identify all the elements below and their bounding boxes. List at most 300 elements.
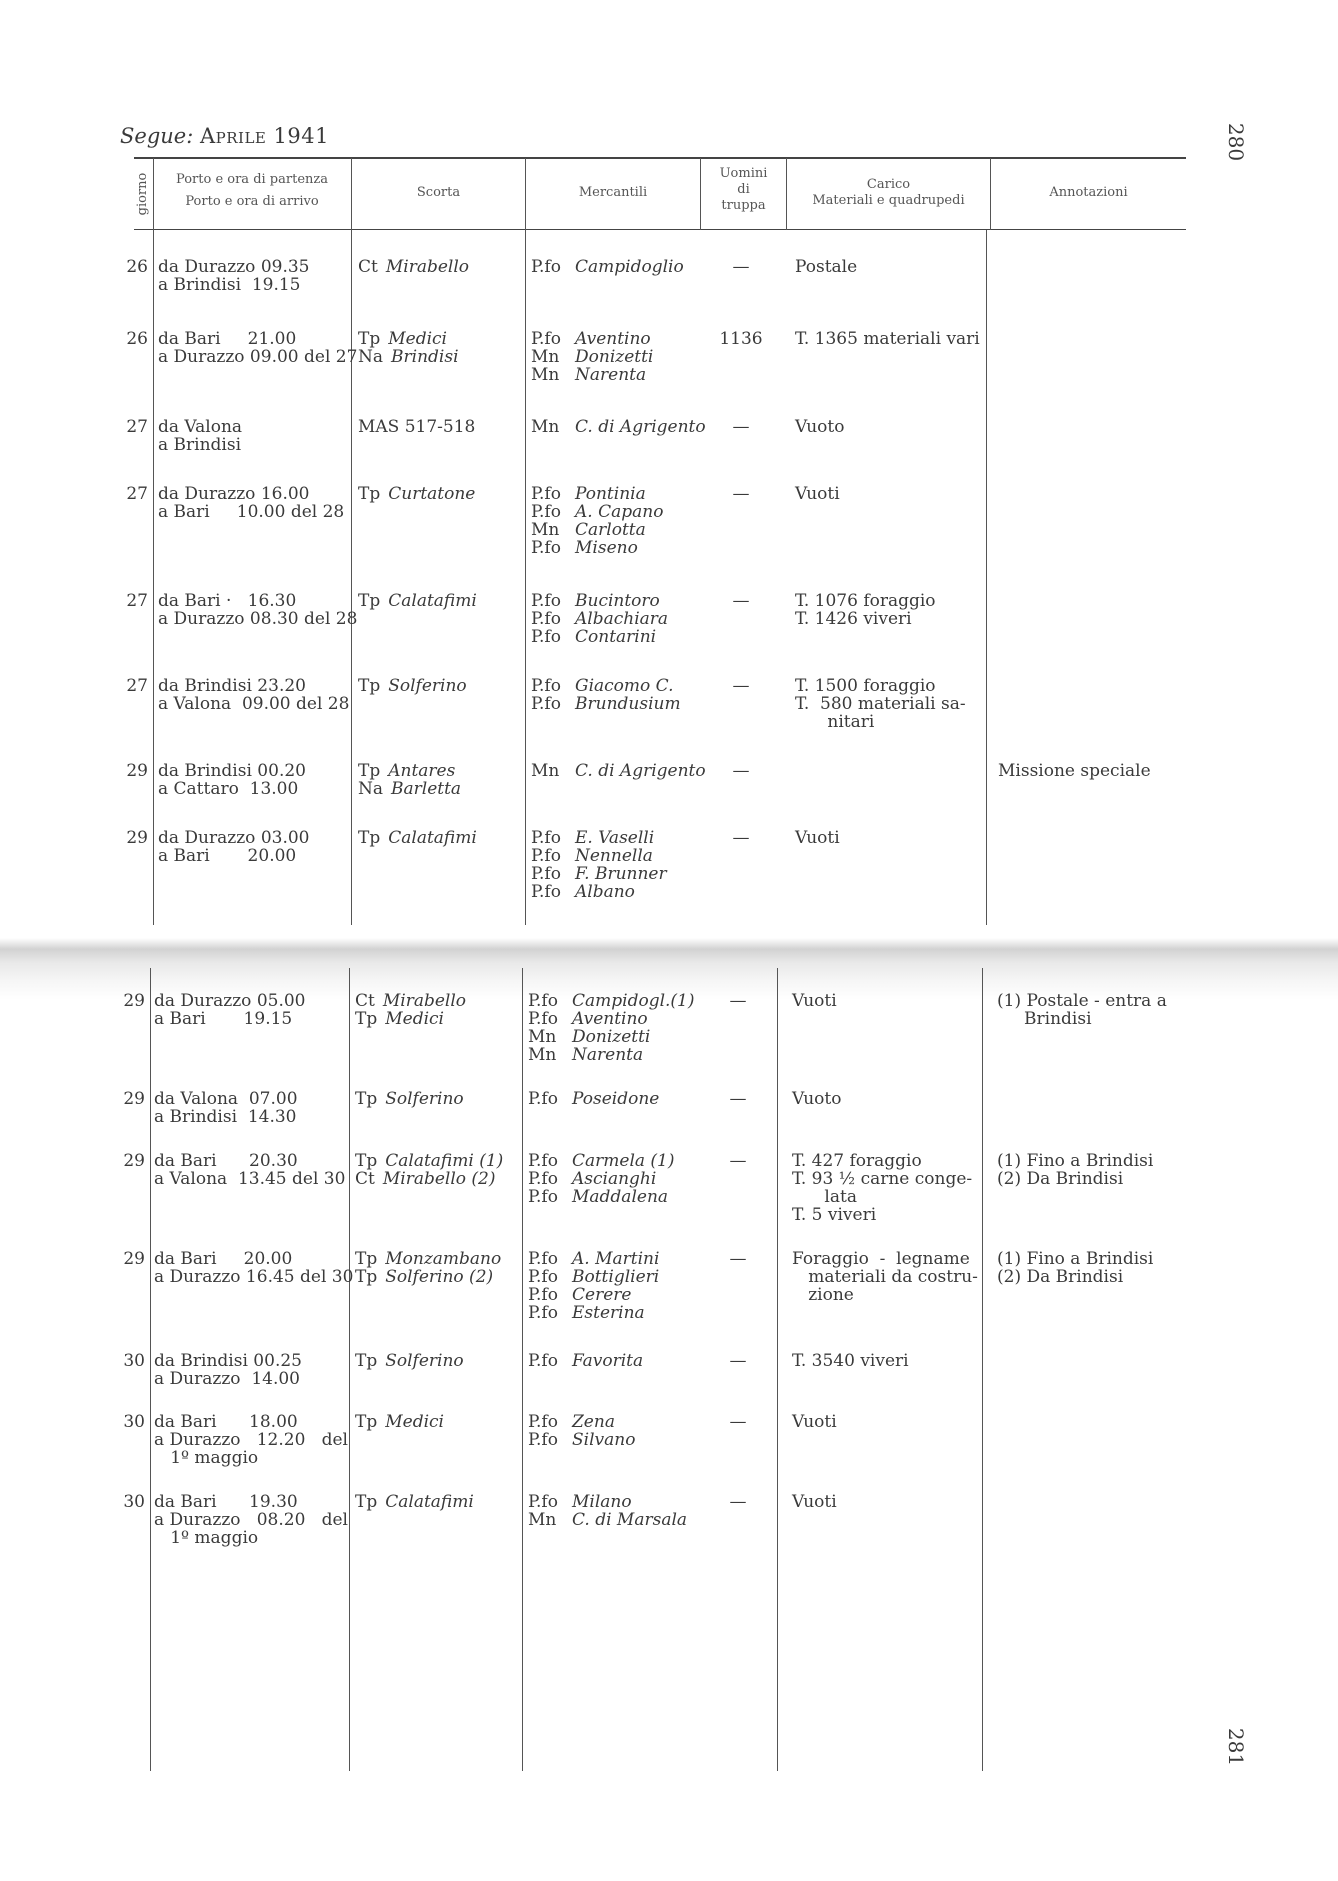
mercantile-line [531,610,668,628]
ship-type: Tp [358,828,381,848]
mercantili-cell [528,1352,643,1370]
header-giorno: giorno [135,172,150,216]
uomini-cell: — [732,676,750,696]
mercantili-cell [528,992,695,1064]
day-cell: 27 [126,484,148,504]
scorta-line [355,1268,501,1286]
uomini-cell: — [729,1151,747,1171]
scorta-line [355,992,466,1010]
carico-line: materiali da costru- [792,1267,978,1287]
carico-line: lata [792,1187,857,1207]
ship-name: Curtatone [388,484,476,504]
porto-line: a Cattaro 13.00 [158,779,299,799]
porto-line: da Valona [158,417,243,437]
header-scorta: Scorta [416,185,461,200]
ship-type: Tp [355,1009,378,1029]
ship-type: Tp [358,329,381,349]
ship-type: P.fo [528,1303,558,1323]
ship-name: Mirabello [385,257,470,277]
porto-cell [154,1152,345,1188]
scorta-line [358,348,459,366]
carico-line: T. 1500 foraggio [795,676,936,696]
header-uomini [701,166,786,214]
carico-cell [795,829,840,847]
carico-cell [792,1413,837,1431]
mercantile-line [531,521,663,539]
annotazione-line: (2) Da Brindisi [997,1169,1124,1189]
porto-line: da Bari 21.00 [158,329,297,349]
ship-type: Tp [355,1351,378,1371]
mercantile-line [531,829,667,847]
carico-line: T. 93 ½ carne conge- [792,1169,973,1189]
ship-type: P.fo [531,828,561,848]
annotazioni-cell [998,762,1151,780]
uomini-cell: 1136 [719,329,763,349]
scorta-line [358,592,477,610]
ship-name: Nennella [575,846,653,866]
mercantili-cell [528,1413,635,1449]
mercantili-cell [531,330,653,384]
mercantile-line [528,1046,695,1064]
mercantili-cell [528,1090,659,1108]
mercantile-line [528,1511,687,1529]
header-carico-line: Materiali e quadrupedi [812,193,965,208]
scorta-line [355,1493,474,1511]
ship-name: Milano [572,1492,632,1512]
mercantile-line [528,1352,643,1370]
porto-line: da Valona 07.00 [154,1089,298,1109]
day-cell: 26 [126,329,148,349]
ship-name: Donizetti [572,1027,651,1047]
porto-line: a Bari 20.00 [158,846,297,866]
ship-type: P.fo [531,591,561,611]
carico-cell [795,485,840,503]
ship-name: Giacomo C. [575,676,674,696]
header-bottom-rule [134,229,1186,230]
ship-name: Contarini [575,627,657,647]
ship-name: Calatafimi [385,1492,474,1512]
ship-type: P.fo [528,1430,558,1450]
mercantile-line [531,485,663,503]
header-porto [156,172,348,210]
scorta-cell [355,1152,503,1188]
uomini-cell: — [732,828,750,848]
day-cell: 29 [123,1249,145,1269]
header-annotazioni: Annotazioni [1049,185,1128,200]
porto-line: a Brindisi [158,435,242,455]
ship-name: Calatafimi [388,591,477,611]
porto-line: da Bari 19.30 [154,1492,298,1512]
annotazione-line: (1) Fino a Brindisi [997,1151,1154,1171]
mercantile-line [528,1304,659,1322]
column-rule [349,968,350,1771]
column-rule [986,230,987,925]
header-uomini-line: truppa [721,198,766,213]
ship-name: Carlotta [575,520,646,540]
mercantile-line [528,1010,695,1028]
mercantile-line [528,1170,675,1188]
annotazioni-cell [997,1152,1153,1188]
ship-name: Narenta [575,365,647,385]
ship-name: Miseno [575,538,638,558]
carico-line: T. 580 materiali sa- [795,694,966,714]
ship-name: Mirabello [382,991,467,1011]
porto-line: a Durazzo 16.45 del 30 [154,1267,354,1287]
carico-line: zione [792,1285,854,1305]
carico-line: Postale [795,257,858,277]
ship-name: Carmela (1) [572,1151,675,1171]
annotazione-line: Missione speciale [998,761,1151,781]
mercantile-line [528,1090,659,1108]
annotazioni-cell [997,1250,1153,1286]
scorta-cell [358,592,477,610]
carico-line: Vuoti [792,1492,837,1512]
mercantile-line [531,539,663,557]
mercantile-line [531,330,653,348]
ship-type: Tp [358,484,381,504]
uomini-cell: — [732,591,750,611]
porto-cell [154,1413,348,1467]
uomini-cell: — [732,484,750,504]
annotazione-line: Brindisi [997,1009,1092,1029]
mercantile-line [531,348,653,366]
porto-cell [158,330,357,366]
column-rule [522,968,523,1771]
ship-name: Albano [575,882,635,902]
mercantile-line [531,847,667,865]
ship-name: Campidoglio [575,257,684,277]
uomini-cell: — [732,761,750,781]
ship-type: P.fo [528,1187,558,1207]
ship-type: Mn [531,347,560,367]
scorta-line [355,1413,444,1431]
mercantili-cell [528,1493,687,1529]
ship-type: P.fo [531,329,561,349]
ship-type: Tp [355,1412,378,1432]
scorta-cell [358,485,475,503]
scorta-line [358,829,477,847]
ship-name: Solferino [385,1089,464,1109]
porto-cell [158,258,309,294]
carico-line: Vuoti [792,1412,837,1432]
header-carico-line: Carico [866,177,911,192]
ship-name: Antares [388,761,456,781]
day-cell: 29 [123,991,145,1011]
mercantile-line [528,1268,659,1286]
mercantili-cell [528,1152,675,1206]
scorta-line [358,677,467,695]
ship-name: Esterina [572,1303,645,1323]
ship-type: P.fo [531,864,561,884]
scorta-line [355,1152,503,1170]
porto-line: a Durazzo 14.00 [154,1369,301,1389]
mercantili-cell [531,677,681,713]
ship-type: Tp [358,761,381,781]
ship-type: P.fo [528,1009,558,1029]
ship-type: P.fo [528,1267,558,1287]
ship-type: P.fo [531,882,561,902]
carico-line: T. 3540 viveri [792,1351,909,1371]
porto-line: a Durazzo 12.20 del [154,1430,348,1450]
day-cell: 30 [123,1492,145,1512]
ship-name: Brindisi [391,347,459,367]
day-cell: 26 [126,257,148,277]
scorta-line [355,1170,503,1188]
ship-type: P.fo [528,1351,558,1371]
carico-line: Foraggio - legname [792,1249,970,1269]
ship-type: P.fo [531,538,561,558]
mercantile-line [531,418,706,436]
ship-name: Medici [385,1412,444,1432]
scorta-line [358,330,459,348]
ship-type: P.fo [528,1249,558,1269]
uomini-cell: — [729,1412,747,1432]
ship-type: Mn [531,365,560,385]
scorta-cell [355,1090,464,1108]
header-top-rule [134,157,1186,159]
mercantile-line [528,992,695,1010]
porto-line: 1º maggio [154,1448,259,1468]
ship-name: Albachiara [575,609,669,629]
porto-cell [158,485,344,521]
porto-line: da Bari · 16.30 [158,591,297,611]
ship-name: C. di Marsala [572,1510,688,1530]
ship-name: Medici [388,329,447,349]
ship-type: P.fo [531,502,561,522]
header-carico [787,177,990,209]
column-rule [153,230,154,925]
porto-line: 1º maggio [154,1528,259,1548]
carico-line: Vuoti [795,828,840,848]
porto-cell [154,1090,298,1126]
ship-name: Narenta [572,1045,644,1065]
scorta-line [358,485,475,503]
mercantili-cell [531,485,663,557]
ship-name: Aventino [575,329,651,349]
carico-line: Vuoto [795,417,845,437]
ship-type: Na [358,347,384,367]
porto-line: a Durazzo 08.20 del [154,1510,348,1530]
header-sep [153,158,154,230]
ship-type: P.fo [531,694,561,714]
ship-name: Monzambano [385,1249,502,1269]
page-number-top: 280 [1224,122,1249,162]
carico-cell [792,1250,978,1304]
mercantile-line [528,1413,635,1431]
mercantili-cell [531,258,684,276]
scorta-line [358,418,475,436]
scorta-cell [355,1250,501,1286]
porto-line: a Valona 09.00 del 28 [158,694,350,714]
ship-name: Aventino [572,1009,648,1029]
ship-name: Zena [572,1412,615,1432]
mercantile-line [528,1493,687,1511]
mercantili-cell [531,418,706,436]
annotazione-line: (1) Fino a Brindisi [997,1249,1154,1269]
carico-cell [792,1090,841,1108]
porto-line: da Durazzo 05.00 [154,991,306,1011]
scorta-cell [358,829,477,847]
porto-line: a Brindisi 14.30 [154,1107,297,1127]
porto-line: a Bari 19.15 [154,1009,293,1029]
ship-type: Tp [355,1249,378,1269]
porto-cell [158,418,242,454]
mercantile-line [531,762,706,780]
porto-cell [154,1250,353,1286]
ship-type: Mn [531,761,560,781]
ship-type: P.fo [531,846,561,866]
carico-line: Vuoti [795,484,840,504]
title-prefix: Segue: [120,124,194,148]
porto-line: a Valona 13.45 del 30 [154,1169,346,1189]
ship-name: Barletta [391,779,462,799]
day-cell: 29 [123,1089,145,1109]
carico-cell [792,1493,837,1511]
carico-cell [795,592,936,628]
scorta-cell [355,1413,444,1431]
scorta-line [355,1010,466,1028]
ship-name: Brundusium [575,694,681,714]
day-cell: 27 [126,591,148,611]
ship-type: Ct [355,1169,375,1189]
ship-type: P.fo [528,1089,558,1109]
mercantili-cell [531,592,668,646]
carico-cell [795,330,980,348]
ship-name: Poseidone [572,1089,660,1109]
mercantili-cell [531,829,667,901]
carico-cell [795,258,857,276]
scorta-cell [355,1493,474,1511]
scorta-line [355,1090,464,1108]
uomini-cell: — [729,1089,747,1109]
uomini-cell: — [729,1492,747,1512]
mercantile-line [528,1188,675,1206]
column-rule [150,968,151,1771]
uomini-cell: — [729,1249,747,1269]
ship-name: Donizetti [575,347,654,367]
day-cell: 27 [126,676,148,696]
porto-cell [154,992,305,1028]
scorta-cell [358,258,469,276]
carico-cell [792,1352,909,1370]
day-cell: 30 [123,1412,145,1432]
carico-line: T. 1426 viveri [795,609,912,629]
ship-name: Solferino (2) [385,1267,494,1287]
ship-type: Na [358,779,384,799]
scorta-cell [358,762,461,798]
annotazione-line: (2) Da Brindisi [997,1267,1124,1287]
ship-name: C. di Agrigento [575,417,706,437]
ship-name: C. di Agrigento [575,761,706,781]
porto-line: a Durazzo 09.00 del 27 [158,347,358,367]
ship-type: Tp [355,1267,378,1287]
ship-name: E. Vaselli [575,828,655,848]
carico-line: T. 5 viveri [792,1205,877,1225]
mercantile-line [531,865,667,883]
page-number-bottom: 281 [1224,1727,1249,1767]
ship-name: Mirabello (2) [382,1169,496,1189]
ship-type: Ct [358,257,378,277]
header-porto-line: Porto e ora di arrivo [185,194,319,209]
scorta-line [355,1250,501,1268]
porto-line: a Durazzo 08.30 del 28 [158,609,358,629]
ship-name: Calatafimi [388,828,477,848]
scorta-cell [355,1352,464,1370]
carico-line: T. 427 foraggio [792,1151,922,1171]
scorta-cell [355,992,466,1028]
header-uomini-line: Uomini [719,166,768,181]
ship-type: P.fo [531,627,561,647]
ship-name: Bucintoro [575,591,660,611]
scorta-cell [358,677,467,695]
porto-cell [154,1493,348,1547]
ship-type: P.fo [531,676,561,696]
ship-type: Mn [528,1510,557,1530]
ship-name: Favorita [572,1351,644,1371]
ship-name: Maddalena [572,1187,669,1207]
mercantili-cell [528,1250,659,1322]
porto-line: da Bari 18.00 [154,1412,298,1432]
porto-line: da Bari 20.30 [154,1151,298,1171]
mercantile-line [531,503,663,521]
day-cell: 29 [126,761,148,781]
ship-name: Medici [385,1009,444,1029]
porto-cell [158,762,306,798]
title-month: Aprile 1941 [199,124,329,148]
porto-cell [158,829,309,865]
ship-type: P.fo [528,1169,558,1189]
porto-line: a Brindisi 19.15 [158,275,301,295]
scorta-cell [358,418,475,436]
carico-line: T. 1076 foraggio [795,591,936,611]
porto-line: da Brindisi 23.20 [158,676,306,696]
ship-type: MAS 517-518 [358,417,476,437]
carico-line: Vuoti [792,991,837,1011]
carico-cell [795,418,844,436]
column-rule [982,968,983,1771]
carico-line: T. 1365 materiali vari [795,329,980,349]
annotazione-line: (1) Postale - entra a [997,991,1167,1011]
ship-name: A. Martini [572,1249,660,1269]
uomini-cell: — [732,257,750,277]
scorta-line [358,258,469,276]
scorta-line [358,762,461,780]
mercantile-line [531,366,653,384]
mercantile-line [528,1152,675,1170]
porto-line: da Bari 20.00 [154,1249,293,1269]
uomini-cell: — [729,991,747,1011]
ship-type: Tp [358,591,381,611]
header-uomini-line: di [737,182,750,197]
porto-cell [154,1352,302,1388]
ship-name: A. Capano [575,502,664,522]
carico-cell [792,1152,972,1224]
porto-cell [158,592,357,628]
carico-line: Vuoto [792,1089,842,1109]
ship-type: P.fo [531,257,561,277]
column-rule [525,230,526,925]
ship-type: P.fo [528,1412,558,1432]
day-cell: 29 [123,1151,145,1171]
ship-name: Calatafimi (1) [385,1151,504,1171]
ship-name: Bottiglieri [572,1267,660,1287]
porto-line: da Durazzo 03.00 [158,828,310,848]
day-cell: 29 [126,828,148,848]
mercantile-line [531,677,681,695]
ship-type: Tp [358,676,381,696]
ship-type: P.fo [528,1492,558,1512]
header-mercantili: Mercantili [578,185,648,200]
